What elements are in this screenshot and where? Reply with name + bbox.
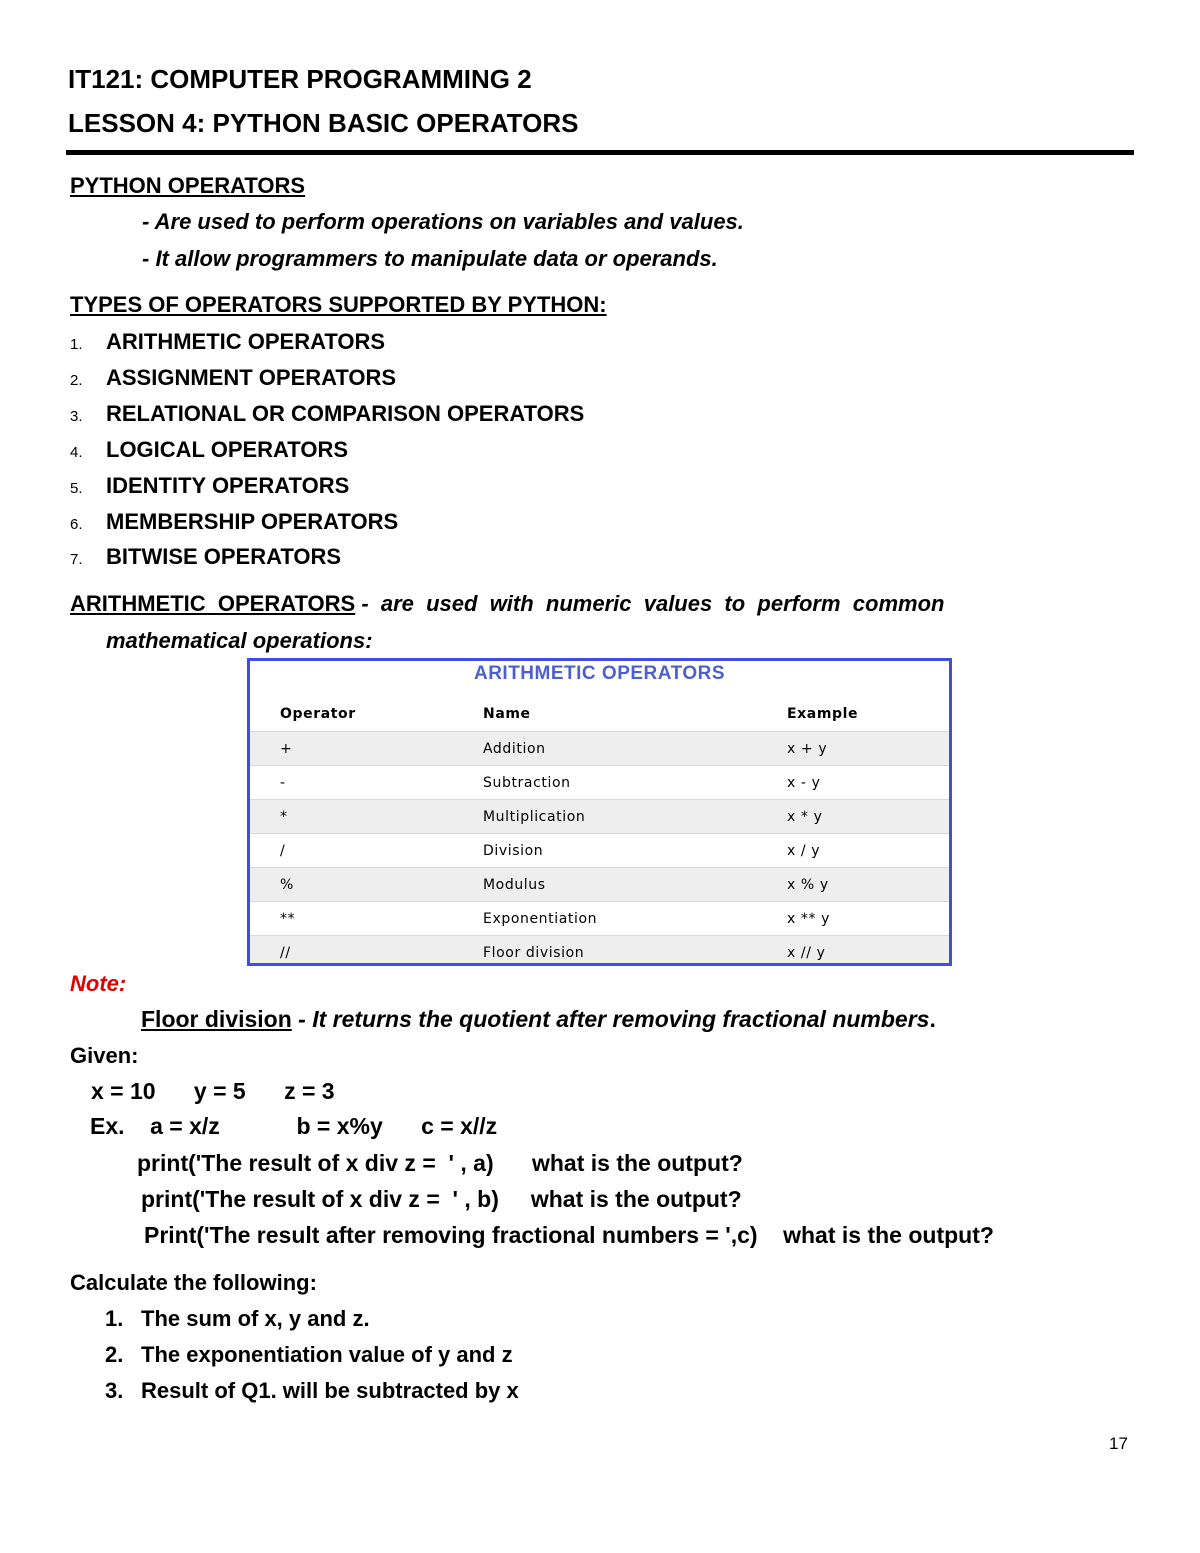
list-item: 5. IDENTITY OPERATORS (70, 473, 350, 498)
print-statement-c: Print('The result after removing fractional numbers = ',c) what is the output? (144, 1222, 994, 1248)
table-cell: // (250, 936, 483, 967)
table-cell: ** (250, 902, 483, 936)
given-values: x = 10 y = 5 z = 3 (91, 1078, 335, 1104)
table-row (250, 732, 949, 766)
table-cell: Addition (483, 732, 787, 766)
table-cell: Exponentiation (483, 902, 787, 936)
table-cell: x - y (787, 766, 949, 800)
arithmetic-operators-table (250, 697, 949, 966)
list-item: 3. RELATIONAL OR COMPARISON OPERATORS (70, 401, 585, 426)
list-item: 6. MEMBERSHIP OPERATORS (70, 509, 399, 534)
header-divider (66, 150, 1134, 155)
table-cell: Floor division (483, 936, 787, 967)
arithmetic-definition-cont: mathematical operations: (106, 628, 373, 653)
calc-item: 1. The sum of x, y and z. (105, 1306, 370, 1331)
table-row (250, 868, 949, 902)
column-header: Name (483, 706, 531, 722)
column-header: Operator (280, 706, 356, 722)
column-header: Example (787, 706, 859, 722)
table-cell: * (250, 800, 483, 834)
table-cell: x + y (787, 732, 949, 766)
table-header-row (250, 697, 949, 732)
print-statement-a: print('The result of x div z = ' , a) what is the output? (137, 1150, 743, 1176)
definition-line-2: - It allow programmers to manipulate data or operands. (142, 246, 718, 271)
table-row (250, 800, 949, 834)
table-row (250, 766, 949, 800)
definition-line-1: - Are used to perform operations on variables and values. (142, 209, 744, 234)
given-example: Ex. a = x/z b = x%y c = x//z (90, 1113, 498, 1139)
table-title: ARITHMETIC OPERATORS (473, 663, 726, 684)
table-cell: x * y (787, 800, 949, 834)
page-number: 17 (1109, 1434, 1128, 1453)
table-cell: Subtraction (483, 766, 787, 800)
table-cell: - (250, 766, 483, 800)
print-statement-b: print('The result of x div z = ' , b) what is the output? (141, 1186, 742, 1212)
table-cell: Modulus (483, 868, 787, 902)
table-cell: / (250, 834, 483, 868)
table-row (250, 936, 949, 967)
list-item: 4. LOGICAL OPERATORS (70, 437, 349, 462)
table-cell: Division (483, 834, 787, 868)
floor-division-note: Floor division - It returns the quotient after removing fractional numbers. (141, 1006, 936, 1032)
table-cell: x ** y (787, 902, 949, 936)
arithmetic-operators-table-image (247, 658, 952, 966)
table-cell: % (250, 868, 483, 902)
table-cell: + (250, 732, 483, 766)
arithmetic-definition: ARITHMETIC OPERATORS - are used with numeric values to perform common (70, 591, 945, 616)
course-title: IT121: COMPUTER PROGRAMMING 2 (68, 64, 532, 94)
calc-item: 3. Result of Q1. will be subtracted by x (105, 1378, 519, 1403)
table-row (250, 834, 949, 868)
list-item: 7. BITWISE OPERATORS (70, 544, 342, 569)
given-label: Given: (70, 1043, 139, 1068)
python-operators-heading: PYTHON OPERATORS (70, 173, 306, 198)
list-item: 1. ARITHMETIC OPERATORS (70, 329, 386, 354)
table-cell: x / y (787, 834, 949, 868)
types-heading: TYPES OF OPERATORS SUPPORTED BY PYTHON: (70, 292, 607, 317)
calculate-heading: Calculate the following: (70, 1270, 317, 1295)
note-label: Note: (70, 971, 127, 996)
table-cell: x % y (787, 868, 949, 902)
lesson-title: LESSON 4: PYTHON BASIC OPERATORS (68, 108, 579, 138)
list-item: 2. ASSIGNMENT OPERATORS (70, 365, 397, 390)
calc-item: 2. The exponentiation value of y and z (105, 1342, 513, 1367)
table-cell: x // y (787, 936, 949, 967)
table-row (250, 902, 949, 936)
table-cell: Multiplication (483, 800, 787, 834)
